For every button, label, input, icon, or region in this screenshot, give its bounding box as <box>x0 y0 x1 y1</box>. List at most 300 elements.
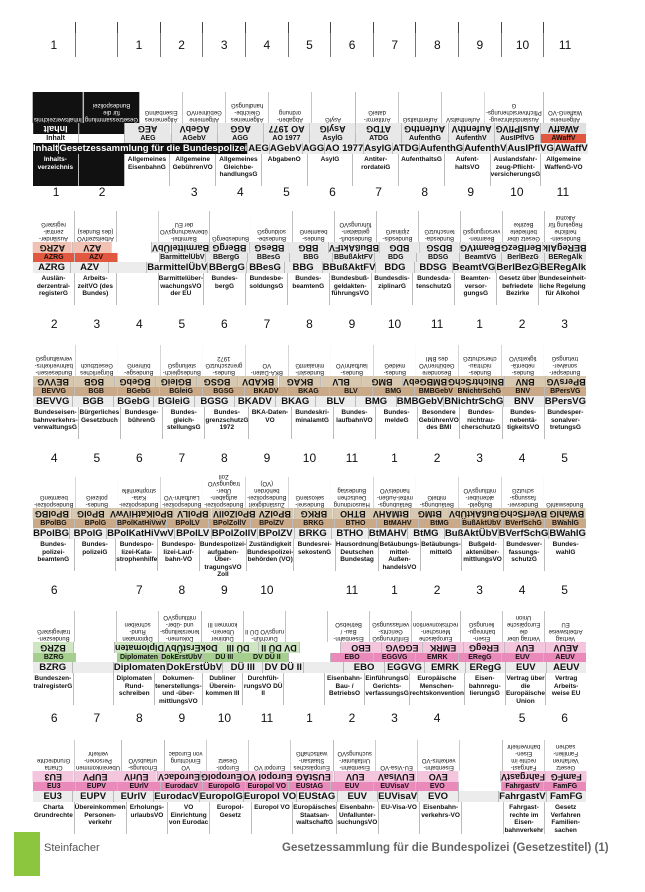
register-tab-abbr[interactable]: BRKG <box>295 528 331 539</box>
register-tab-abbr[interactable]: BKAG <box>276 396 315 407</box>
page-title: Gesetzessammlung für die Bundespolizei (Gesetzestitel) (1) <box>282 842 609 854</box>
register-tab-description-flipped: Vertrag über die Europäische Union <box>503 611 544 642</box>
register-tab-abbr[interactable]: BEVVG <box>33 396 72 407</box>
register-tab-description: AbgabenO <box>262 154 307 186</box>
column-number: 7 <box>263 317 271 331</box>
column-number: 1 <box>117 33 160 57</box>
register-tab-abbr-flipped: AusIPflVG <box>495 124 540 134</box>
register-tab-abbr[interactable]: BtMG <box>408 528 444 539</box>
column-number: 4 <box>237 185 244 199</box>
register-tab-strip: BDG <box>375 253 416 262</box>
column-number: 6 <box>50 711 58 725</box>
register-tab-abbr-flipped: AsylG <box>310 123 355 134</box>
register-tab-abbr[interactable]: BTHO <box>332 528 368 539</box>
register-tab-abbr[interactable]: BGebG <box>114 396 153 407</box>
register-tab-abbr[interactable] <box>304 662 343 673</box>
register-band <box>33 611 586 705</box>
register-tab-abbr-flipped: AufenthV <box>449 123 494 134</box>
register-tab-abbr-flipped: BPersVG <box>546 377 586 387</box>
register-tab-description-flipped: Inhaltsverzeichnis <box>33 92 83 123</box>
register-tab-abbr-flipped: AZRG <box>33 242 72 253</box>
register-tab-abbr-flipped: BGSG <box>197 376 237 387</box>
column-number: 4 <box>518 583 526 597</box>
register-tab-description: Bürgerliches Gesetzbuch <box>79 407 120 439</box>
register-tab-abbr-flipped <box>74 642 114 653</box>
register-tab-description: Charta Grundrechte <box>33 802 74 834</box>
register-tab-abbr[interactable]: BNichtrSchG <box>444 396 504 407</box>
register-band <box>33 473 586 578</box>
register-tab-abbr-flipped: BNV <box>505 376 545 387</box>
register-tab-strip: DÜ III <box>203 653 245 662</box>
column-number: 11 <box>430 317 444 331</box>
column-number: 8 <box>221 451 228 465</box>
register-tab-description-flipped: Gesetzessammlung für die Bundespolizei <box>84 92 139 123</box>
column-number: 11 <box>345 451 359 465</box>
register-tab-abbr[interactable]: AZRG <box>33 262 70 273</box>
register-tab-abbr[interactable]: BPolBG <box>33 528 69 539</box>
register-tab-abbr-flipped: FahrgastV <box>500 772 545 782</box>
register-tab-strip: BPolZV <box>251 519 292 528</box>
register-tab-description: BundesdatenschutzG <box>413 273 454 305</box>
register-tab-description-flipped: Auslandsfahrzeug-PflichtversicherungsG <box>485 92 543 123</box>
register-tab-abbr[interactable]: EVO <box>418 791 457 802</box>
register-tab-description-flipped: Bundespolizei-aufgaben-ÜbertragungsVO Zoll <box>204 473 244 507</box>
register-tab-abbr-flipped: AGG <box>218 123 263 134</box>
register-tab-description: EisenbahnregulierungsG <box>465 673 505 705</box>
register-tab-description-flipped: EisenbahnregulierungsG <box>461 611 502 642</box>
column-number: 4 <box>518 451 526 465</box>
register-tab-abbr[interactable]: AGG <box>302 143 325 154</box>
column-number-row <box>33 578 586 602</box>
register-tab-abbr-flipped: EUV <box>335 771 376 782</box>
register-tab-strip: ATDG <box>356 134 401 143</box>
register-tab-abbr[interactable]: AufenthG <box>419 143 464 154</box>
column-number: 8 <box>178 583 186 597</box>
register-tab-description-flipped: AntiterrordateiG <box>356 92 398 123</box>
register-tab-abbr[interactable]: EUVisaV <box>378 791 418 802</box>
register-tab-abbr[interactable]: EuropolG <box>199 791 243 802</box>
register-tab-strip: BKADV <box>245 387 286 396</box>
column-number: 5 <box>93 451 101 465</box>
register-tab-abbr-flipped: BGleiG <box>156 376 196 387</box>
register-tab-strip: EGGVG <box>374 653 416 662</box>
register-tab-description: Europol-Gesetz <box>210 802 251 834</box>
register-tab-abbr[interactable]: Diplomaten <box>113 662 166 673</box>
register-tab-abbr[interactable]: EBO <box>344 662 383 673</box>
register-tab-abbr[interactable] <box>73 662 112 673</box>
register-tab-description: Eisenbahn-UnfalluntersuchungsVO <box>337 802 378 834</box>
register-tab-abbr[interactable]: BBesG <box>247 262 284 273</box>
register-tab-description: AntiterrordateiG <box>353 154 398 186</box>
column-number: 10 <box>387 317 402 331</box>
register-tab-abbr[interactable]: AsylG <box>364 143 392 154</box>
register-tab-description: EU-Visa-VO <box>379 802 420 834</box>
register-tab-abbr[interactable]: EUrlV <box>114 791 153 802</box>
register-tab-abbr[interactable]: FahrgastV <box>499 791 546 802</box>
register-band <box>33 211 586 305</box>
column-number-row <box>33 312 586 336</box>
register-tab-strip: EUV <box>502 653 544 662</box>
register-tab-description: DurchführungsVO DÜ II <box>243 673 283 705</box>
register-tab-abbr[interactable]: FamFG <box>547 791 586 802</box>
register-tab-description: AufenthaltsG <box>399 154 444 186</box>
register-tab-description-flipped: Gesetz über befriedete Bezirke <box>503 211 544 242</box>
register-tab-abbr-flipped: BarmittelÜbV <box>152 243 210 253</box>
register-tab-abbr[interactable]: BPolLV <box>176 528 210 539</box>
column-number: 1 <box>50 38 58 52</box>
column-number: 4 <box>50 451 58 465</box>
register-tab-strip: AWaffV <box>541 134 586 143</box>
column-number: 2 <box>433 583 441 597</box>
column-number: 7 <box>373 33 416 57</box>
register-tab-description: Bundeseinheitliche Regelung für Alkohol <box>539 273 586 305</box>
register-tab-abbr-flipped: BNichtrSchG <box>447 377 504 387</box>
column-number: 3 <box>476 451 483 465</box>
column-number: 5 <box>561 583 568 597</box>
register-tab-description <box>74 673 114 705</box>
register-tab-description-flipped: Vertrag Arbeitsweise EU <box>545 611 586 642</box>
column-number: 4 <box>135 317 143 331</box>
register-tab-strip: BERegAlk <box>545 253 586 262</box>
register-tab-abbr-flipped: BerlBezG <box>501 243 542 253</box>
register-tab-strip: AEUV <box>544 653 586 662</box>
column-number: 8 <box>135 711 143 725</box>
register-tab-abbr[interactable]: BPolZV <box>258 528 293 539</box>
register-tab-strip: BKAG <box>288 387 329 396</box>
register-tab-description: BundesgleichstellungsG <box>163 407 204 439</box>
register-tab-abbr-flipped: EVO <box>418 771 459 782</box>
register-tab-abbr-flipped: BPolLV <box>174 508 212 519</box>
register-tab-description-flipped: BarmittelüberwachungsVO der EU <box>159 211 209 242</box>
register-tab-abbr[interactable]: Gesetzessammlung für die Bundespolizei <box>59 143 248 154</box>
register-tab-strip: Diplomaten <box>119 654 159 661</box>
register-tab-abbr-flipped: EBO <box>341 642 381 653</box>
register-tab-description: EinführungsG GerichtsverfassungsG <box>365 673 408 705</box>
register-tab-description: Allgemeine WaffenG-VO <box>541 154 586 186</box>
register-tab-description: Eisenbahnverkehrs-VO <box>420 802 461 834</box>
register-tab-strip: BMG <box>373 387 414 396</box>
register-tab-abbr[interactable]: BERegAlk <box>540 262 587 273</box>
register-tab-strip: DV DÜ II <box>246 653 288 662</box>
register-tab-abbr-flipped: BeamtVG <box>459 243 501 253</box>
register-tab-abbr[interactable]: AEG <box>248 143 269 154</box>
register-tab-description: Bundespolizei-Katastrophenhilfe <box>116 539 157 571</box>
register-tab-abbr[interactable]: AusIPflVG <box>507 143 554 154</box>
register-tab-description-flipped: BKA-Daten-VO <box>246 345 288 376</box>
register-tab-strip: EMRK <box>416 653 458 662</box>
register-tab-abbr[interactable]: DV DÜ II <box>264 662 302 673</box>
register-tab-abbr[interactable]: BPersVG <box>544 396 586 407</box>
register-tab-abbr[interactable]: BarmittelÜbV <box>147 262 208 273</box>
register-tab-abbr[interactable]: AZV <box>71 262 108 273</box>
register-tab-strip: EVO <box>416 782 458 791</box>
register-tab-abbr-flipped: BMBGebV <box>402 377 447 387</box>
register-tab-description: Europäische Menschenrechtskonvention <box>410 673 464 705</box>
register-tab-description: Vertrag über die Europäische Union <box>505 675 545 705</box>
register-tab-description: BundesbeamtenG <box>288 273 329 305</box>
register-tab-abbr[interactable]: ATDG <box>392 143 419 154</box>
register-tab-strip: BBußAktFV <box>333 254 373 261</box>
register-tab-description: Europäisches StaatsanwaltschaftG <box>293 802 336 834</box>
register-tab-strip <box>289 653 331 662</box>
register-tab-abbr-flipped: BLV <box>321 376 361 387</box>
register-tab-description: BundesmeldeG <box>376 407 417 439</box>
register-tab-description: BKA-Daten-VO <box>249 407 290 439</box>
column-number: 1 <box>52 185 60 199</box>
register-tab-description: BundeswahlG <box>545 539 586 571</box>
register-tab-description-flipped: Bundespolizei-Katastrophenhilfe <box>118 477 160 508</box>
register-tab-description-flipped: Allgemeines GleichbehandlungsG <box>226 92 268 123</box>
register-tab-abbr-flipped: BTHO <box>334 508 372 519</box>
register-tab-description-flipped: BundeseisenbahnverkehrsverwaltungsG <box>33 345 75 376</box>
register-tab-description: BundesbußgeldaktenführungsVO <box>330 273 371 305</box>
column-number: 9 <box>348 317 356 331</box>
column-number: 9 <box>467 185 475 199</box>
register-tab-abbr-flipped <box>112 242 151 253</box>
register-tab-strip: AZRG <box>33 253 74 262</box>
register-tab-description: Betäubungsmittel-AußenhandelsVO <box>379 541 420 571</box>
register-tab-description: AufenthaltsVO <box>445 154 490 186</box>
register-tab-abbr-flipped: BWahlG <box>549 509 585 519</box>
register-tab-strip: BPolG <box>75 519 116 528</box>
register-tab-abbr[interactable]: BerlBezG <box>496 262 540 273</box>
register-tab-strip: BNV <box>502 387 543 396</box>
register-tab-strip: DokErstÜbV <box>161 654 203 661</box>
register-tab-abbr[interactable]: AO 1977 <box>325 143 364 154</box>
register-tab-strip: BtMAHV <box>377 519 418 528</box>
register-tab-abbr[interactable]: BGSG <box>195 396 234 407</box>
register-tab-description: Übereinkommen Personenverkehr <box>75 802 126 834</box>
register-tab-abbr[interactable]: EurodacV <box>154 791 199 802</box>
register-tab-description-flipped: BundesbeamtenG <box>293 211 334 242</box>
register-tab-description-flipped: BundesnebentätigkeitsVO <box>502 345 544 376</box>
register-tab-abbr-flipped: BtMG <box>411 508 449 519</box>
register-tab-description: VO Einrichtung von Eurodac <box>168 802 209 834</box>
register-tab-description: BundesverfassungsschutzG <box>504 539 545 571</box>
register-tab-abbr[interactable]: BGleiG <box>154 396 193 407</box>
column-number: 8 <box>415 33 458 57</box>
register-tab-strip: BPolBG <box>33 519 74 528</box>
register-tab-description: BundespolizeibeamtenG <box>33 539 74 571</box>
register-tab-abbr[interactable]: DokErstÜbV <box>166 662 223 673</box>
register-tab-strip: AufenthV <box>449 134 494 143</box>
column-number: 1 <box>476 317 483 331</box>
register-tab-abbr[interactable] <box>109 262 146 273</box>
register-tab-abbr[interactable]: EUV <box>338 791 377 802</box>
register-tab-abbr[interactable]: BBußAktFV <box>322 262 376 273</box>
register-tab-description-flipped: BundesbergG <box>210 211 251 242</box>
register-tab-abbr[interactable]: BDG <box>376 262 413 273</box>
column-number-row <box>33 446 586 470</box>
register-tab-description-flipped: ErholungsurlaubsVO <box>122 740 163 771</box>
register-tab-abbr[interactable]: EUStAG <box>298 791 336 802</box>
register-tab-abbr[interactable]: AufenthV <box>464 143 507 154</box>
register-tab-abbr[interactable]: BVerfSchG <box>498 528 549 539</box>
register-tab-description: Dokumentenerstellungs- und -übermittlungsVO <box>155 675 202 705</box>
register-tab-abbr-flipped: BDSG <box>420 242 459 253</box>
register-tab-description-flipped: Eisenbahnverkehrs-VO <box>418 740 459 771</box>
register-tab-strip: FamFG <box>544 782 586 791</box>
column-number: 2 <box>50 317 58 331</box>
register-tab-description-flipped: EinführungsG GerichtsverfassungsG <box>370 611 411 642</box>
register-tab-abbr[interactable]: AEUV <box>547 662 586 673</box>
register-tab-abbr[interactable]: EUPV <box>73 791 112 802</box>
register-tab-strip: BNichtrSchG <box>457 388 502 395</box>
register-tab-strip: BeamtVG <box>460 253 501 262</box>
register-tab-description-flipped: Allgemeines EisenbahnG <box>140 92 182 123</box>
register-tab-abbr[interactable]: EUV <box>506 662 545 673</box>
register-tab-description: Besondere GebührenVO des BMI <box>418 407 459 439</box>
register-tab-description: BarmittelüberwachungsVO der EU <box>159 273 203 305</box>
register-tab-strip: EU3 <box>33 782 75 791</box>
register-tab-abbr[interactable]: BNV <box>504 396 543 407</box>
register-tab-abbr-flipped <box>79 123 124 134</box>
register-tab-abbr-flipped: BPolZV <box>256 508 294 519</box>
register-band <box>33 740 586 834</box>
column-number: 8 <box>306 317 313 331</box>
register-tab-abbr[interactable]: BBergG <box>209 262 245 273</box>
register-tab-abbr-flipped: BEVVG <box>33 376 73 387</box>
register-tab-abbr[interactable]: BWahlG <box>549 528 586 539</box>
register-tab-abbr[interactable]: BPolZollV <box>211 528 257 539</box>
register-tab-abbr[interactable]: EGGVG <box>385 662 424 673</box>
register-tab-strip: AsylG <box>310 134 355 143</box>
register-tab-abbr[interactable]: BZRG <box>33 662 72 673</box>
register-tab-abbr-flipped: BRKG <box>295 508 333 519</box>
column-number: 6 <box>561 711 568 725</box>
column-number: 5 <box>283 185 290 199</box>
register-tab-description-flipped: Hausordnung Deutschen Bundestag <box>331 477 373 508</box>
column-number: 4 <box>433 711 441 725</box>
register-tab-description-flipped: EU-Visa-VO <box>376 740 417 771</box>
column-number: 2 <box>518 317 526 331</box>
column-number: 1 <box>391 583 398 597</box>
column-number: 11 <box>345 583 359 597</box>
register-tab-abbr-flipped: EUV <box>505 642 545 653</box>
register-tab-abbr-flipped: BBG <box>289 242 328 253</box>
register-tab-abbr[interactable]: BPolKatHiVwV <box>107 528 174 539</box>
register-tab-abbr-flipped: BBußAktFV <box>329 243 380 253</box>
register-tab-description-flipped: Übereinkommen Personenverkehr <box>75 740 121 771</box>
register-tab-description-flipped: Allgemeine WaffenG-VO <box>544 92 586 123</box>
register-tab-description: BundespersonalvertretungsG <box>545 407 586 439</box>
register-tab-abbr[interactable]: BMBGebV <box>396 396 444 407</box>
register-tab-abbr-flipped: FamFG <box>546 771 587 782</box>
column-number: 6 <box>330 33 373 57</box>
register-tab-abbr-flipped: BKADV <box>238 376 278 387</box>
register-tab-abbr[interactable]: EU3 <box>33 791 72 802</box>
register-tab-description-flipped <box>460 740 501 771</box>
register-tab-strip: BGleiG <box>160 387 201 396</box>
register-tab-description: BundesreisekostenG <box>294 539 335 571</box>
register-tab-abbr[interactable]: EMRK <box>425 662 464 673</box>
register-tab-abbr[interactable]: BeamtVG <box>452 262 496 273</box>
register-tab-abbr[interactable]: BMG <box>356 396 395 407</box>
register-tab-strip: BPersVG <box>545 387 586 396</box>
column-number: 2 <box>348 711 356 725</box>
register-tab-abbr[interactable]: AWaffV <box>554 143 588 154</box>
column-number: 3 <box>391 711 398 725</box>
register-tab-description-flipped: Eisenbahn-UnfalluntersuchungsVO <box>334 740 375 771</box>
register-tab-abbr[interactable]: BBG <box>285 262 322 273</box>
column-number-row <box>33 706 586 730</box>
register-tab-abbr-flipped: BKAG <box>280 376 320 387</box>
register-tab-strip: BBesG <box>248 253 289 262</box>
register-tab-strip: AEG <box>125 134 170 143</box>
register-tab-abbr[interactable]: BtMAHV <box>368 528 407 539</box>
register-tab-description-flipped: BundesverfassungsschutzG <box>502 477 544 508</box>
register-tab-strip: EUVisaV <box>374 782 416 791</box>
register-tab-description-flipped: Allgemeine GebührenVO <box>183 92 225 123</box>
register-tab-abbr-flipped: BtMAHV <box>372 509 409 519</box>
register-tab-strip: EurodacV <box>161 782 203 791</box>
register-tab-description: Zuständigkeit Bundespolizeibehörden (VO) <box>247 539 293 571</box>
column-number: 5 <box>178 317 186 331</box>
register-tab-description: BundeseisenbahnverkehrsverwaltungsG <box>33 407 78 439</box>
register-tab-abbr-flipped: Europol VO <box>242 772 293 782</box>
register-tab-abbr-flipped <box>300 642 340 653</box>
register-tab-abbr[interactable]: AGebV <box>269 143 302 154</box>
register-tab-strip: EBO <box>331 653 373 662</box>
column-number: 2 <box>98 185 106 199</box>
register-tab-description: Vertrag Arbeitsweise EU <box>546 673 586 705</box>
register-tab-description: BundeszentralregisterG <box>33 673 73 705</box>
register-band <box>33 345 586 439</box>
register-tab-description: AsylG <box>308 154 353 186</box>
register-tab-description-flipped <box>75 611 116 642</box>
register-tab-strip: BGebG <box>118 387 159 396</box>
register-tab-strip: BWahlG <box>545 519 586 528</box>
register-tab-description-flipped: Europol-Gesetz <box>207 740 248 771</box>
register-tab-abbr[interactable]: BLV <box>316 396 355 407</box>
register-tab-description-flipped: Europäische Menschenrechtskonvention <box>412 611 459 642</box>
register-tab-abbr-flipped: EUStAG <box>293 771 334 782</box>
register-tab-description: Europol VO <box>252 802 293 834</box>
register-tab-description-flipped: Bundespolizei-Laufbahn-VO <box>161 477 203 508</box>
register-tab-abbr[interactable]: BußAktÜbV <box>444 528 498 539</box>
register-tab-abbr[interactable] <box>459 791 498 802</box>
register-tab-description: BundesgrenzschutzG 1972 <box>205 407 248 439</box>
register-tab-abbr-flipped: AEG <box>125 123 170 134</box>
register-tab-abbr[interactable]: ERegG <box>466 662 505 673</box>
register-tab-strip: BVerfSchG <box>503 519 544 528</box>
register-tab-description: Allgemeines EisenbahnG <box>125 154 170 186</box>
register-tab-strip: Europol VO <box>247 783 287 790</box>
register-tab-strip: BarmittelÜbV <box>160 254 205 261</box>
register-tab-description-flipped: Europäisches StaatsanwaltschaftG <box>291 740 332 771</box>
column-number: 7 <box>135 583 143 597</box>
register-tab-description: Bundespolizeiaufgaben-ÜbertragungsVO Zoll <box>199 541 247 578</box>
register-tab-description-flipped: Fahrgastrechte im Eisenbahnverkehr <box>503 740 544 771</box>
register-tab-abbr-flipped: DV DÜ II <box>259 642 299 653</box>
register-tab-abbr[interactable]: BKADV <box>235 396 274 407</box>
register-tab-description-flipped: AufenthaltsV <box>442 92 484 123</box>
register-tab-abbr[interactable]: BDSG <box>415 262 452 273</box>
register-tab-abbr[interactable]: Inhalt <box>33 143 59 154</box>
register-tab-abbr[interactable]: Europol VO <box>243 791 297 802</box>
column-number: 3 <box>190 185 198 199</box>
register-tab-description <box>462 802 503 834</box>
register-tab-description-flipped: BundeslaufbahnVO <box>331 345 373 376</box>
column-number: 2 <box>160 33 203 57</box>
column-number: 6 <box>50 583 58 597</box>
column-number <box>75 33 118 57</box>
register-tab-strip: AGG <box>218 134 263 143</box>
register-tab-abbr[interactable]: BGB <box>73 396 112 407</box>
column-number: 10 <box>302 451 317 465</box>
register-tab-abbr[interactable]: BPolG <box>70 528 106 539</box>
register-tab-abbr[interactable]: DÜ III <box>223 662 262 673</box>
